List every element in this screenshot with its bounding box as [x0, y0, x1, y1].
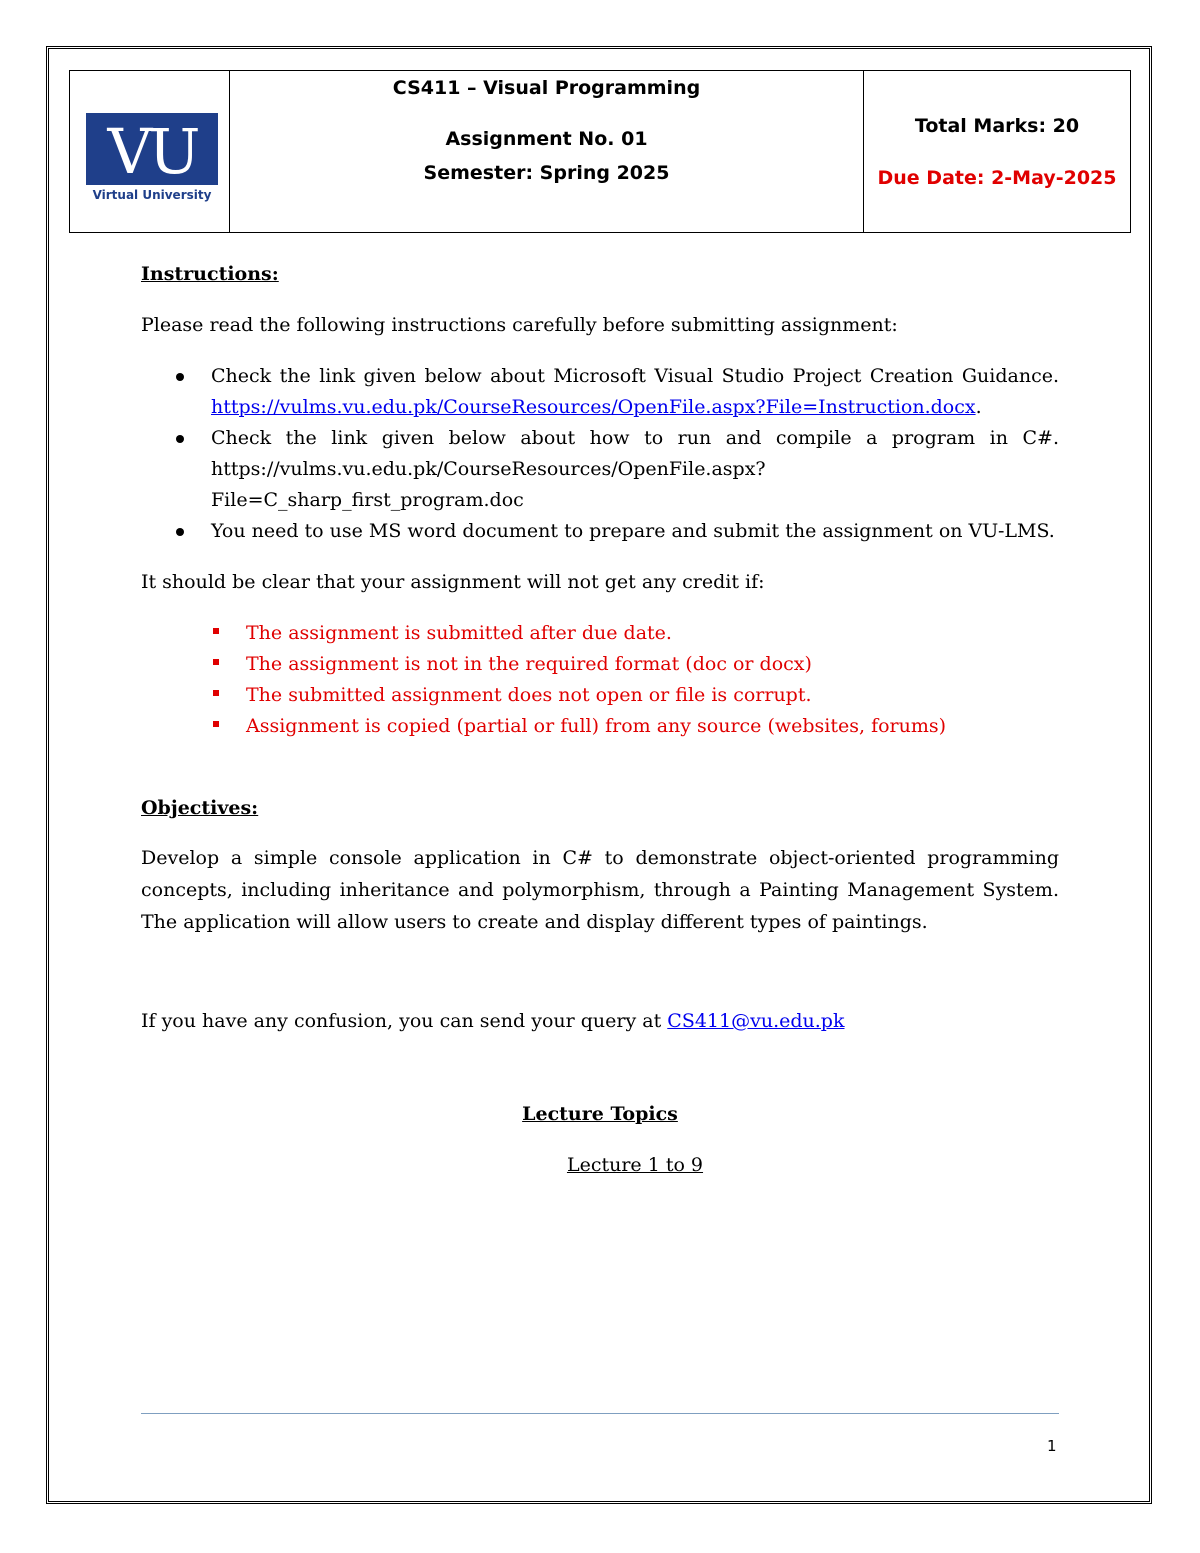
vu-logo: [86, 113, 218, 203]
title-cell: [230, 71, 864, 232]
lecture-range: Lecture 1 to 9: [566, 1154, 704, 1176]
total-marks: Total Marks: 20: [914, 115, 1080, 137]
instruction-item-2-url: https://vulms.vu.edu.pk/CourseResources/OpenFile.aspx?: [211, 458, 766, 480]
contact-email-link[interactable]: CS411@vu.edu.pk: [667, 1010, 845, 1032]
bullet-icon: [176, 435, 184, 443]
square-bullet-icon: [213, 721, 219, 727]
square-bullet-icon: [213, 659, 219, 665]
instruction-link[interactable]: https://vulms.vu.edu.pk/CourseResources/OpenFile.aspx?File=Instruction.docx: [211, 396, 976, 418]
credit-item: The assignment is not in the required format (doc or docx): [246, 653, 812, 675]
logo-cell: [70, 71, 230, 232]
square-bullet-icon: [213, 690, 219, 696]
instruction-item-2: Check the link given below about how to run and compile a program in C#.: [211, 427, 1059, 449]
logo-subtext: Virtual University: [92, 188, 212, 202]
marks-cell: [864, 71, 1130, 232]
credit-item: The assignment is submitted after due date.: [246, 622, 672, 644]
instruction-item-3: You need to use MS word document to prepare and submit the assignment on VU-LMS.: [211, 520, 1055, 542]
credit-item: The submitted assignment does not open or file is corrupt.: [246, 684, 812, 706]
instructions-intro: Please read the following instructions carefully before submitting assignment:: [141, 314, 898, 336]
objectives-heading: Objectives:: [141, 797, 259, 819]
due-date: Due Date: 2-May-2025: [877, 167, 1117, 189]
lecture-topics-heading: Lecture Topics: [522, 1103, 678, 1125]
instruction-item-1: Check the link given below about Microsoft Visual Studio Project Creation Guidance.: [211, 365, 1059, 387]
contact-line: [141, 1006, 844, 1037]
instructions-heading: Instructions:: [141, 263, 279, 285]
instruction-item-2-file: File=C_sharp_first_program.doc: [211, 489, 524, 511]
logo-text: VU: [107, 115, 197, 188]
instruction-item-1-link-line: [211, 392, 982, 423]
header-table: [69, 70, 1131, 233]
course-title: CS411 – Visual Programming: [392, 77, 701, 99]
semester: Semester: Spring 2025: [423, 162, 670, 184]
bullet-icon: [176, 528, 184, 536]
footer-divider: [141, 1413, 1059, 1414]
square-bullet-icon: [213, 628, 219, 634]
contact-text: If you have any confusion, you can send your query at: [141, 1010, 668, 1032]
credit-intro: It should be clear that your assignment will not get any credit if:: [141, 571, 765, 593]
page-number: 1: [1047, 1437, 1057, 1455]
assignment-number: Assignment No. 01: [445, 128, 648, 150]
credit-item: Assignment is copied (partial or full) from any source (websites, forums): [246, 715, 947, 737]
instruction-link-tail: .: [975, 396, 982, 418]
bullet-icon: [176, 373, 184, 381]
objectives-text: Develop a simple console application in C# to demonstrate object-oriented programming concepts, including inheritance and polymorphism, through a Painting Management System. The application will allow users to create and display different types of paintings.: [141, 847, 1059, 933]
